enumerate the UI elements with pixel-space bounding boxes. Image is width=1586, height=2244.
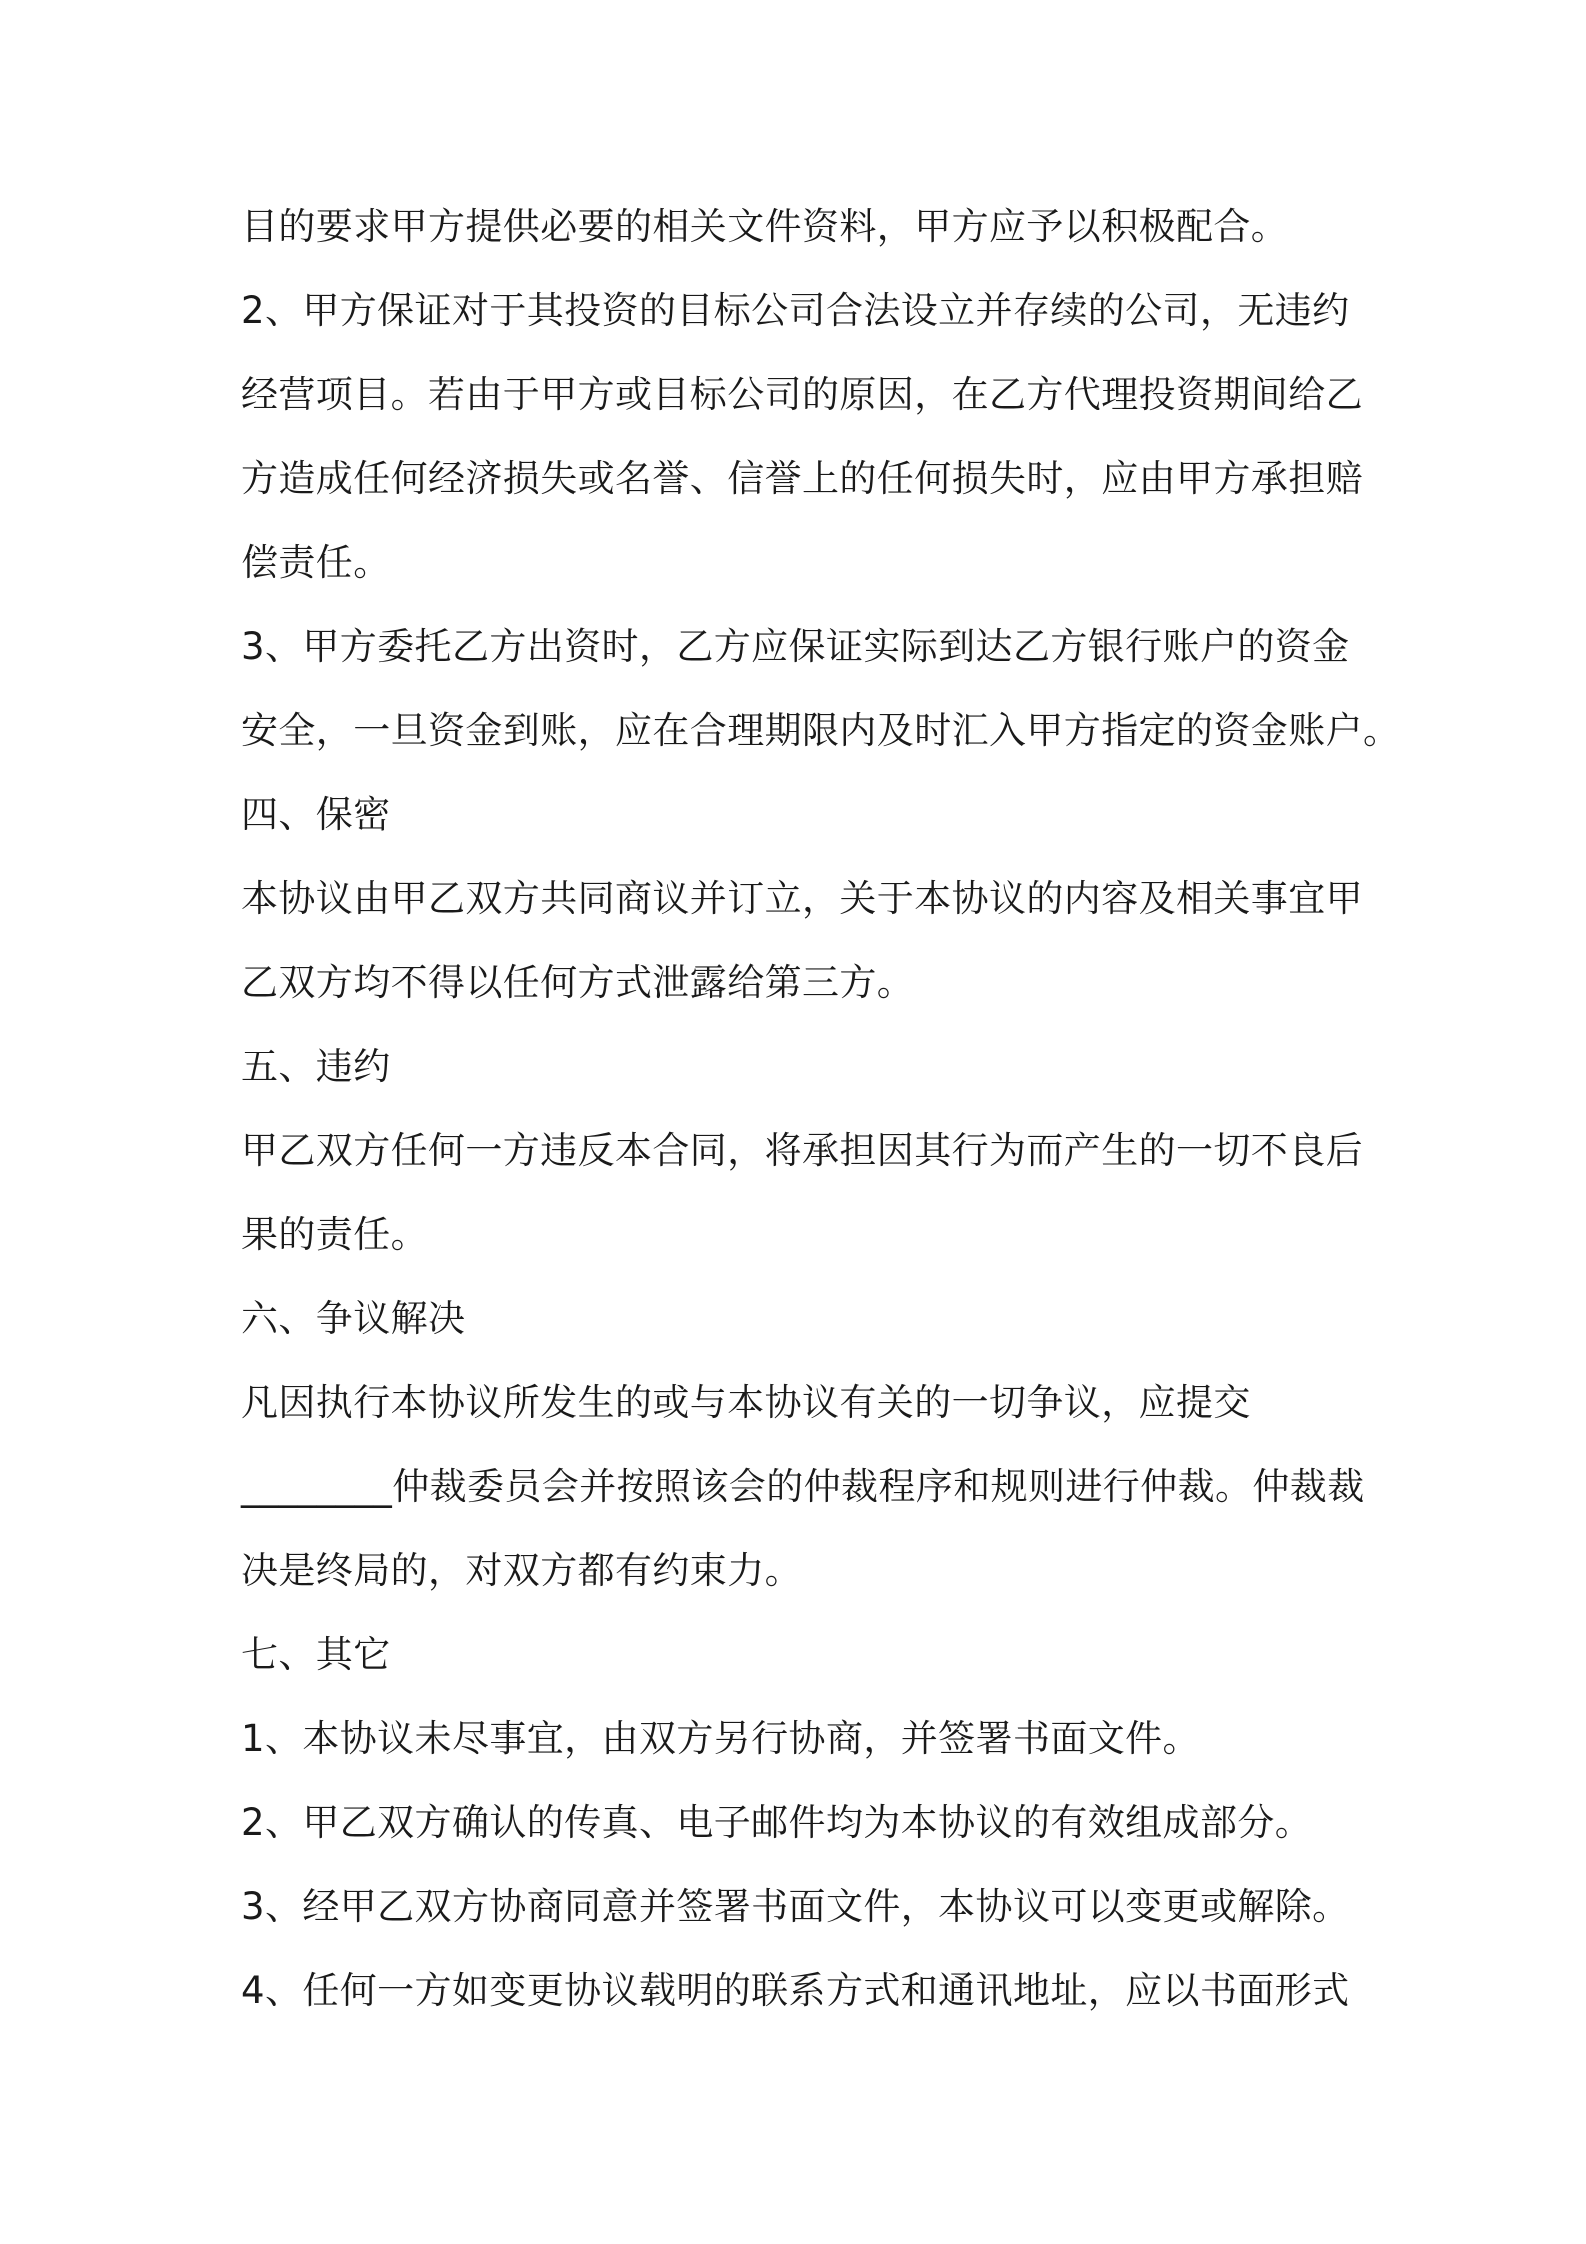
paragraph-line: 本协议由甲乙双方共同商议并订立，关于本协议的内容及相关事宜甲 bbox=[241, 877, 1363, 920]
list-item: 3、经甲乙双方协商同意并签署书面文件，本协议可以变更或解除。 bbox=[241, 1885, 1350, 1928]
paragraph-line: 目的要求甲方提供必要的相关文件资料，甲方应予以积极配合。 bbox=[241, 205, 1289, 248]
section-heading: 六、争议解决 bbox=[241, 1297, 466, 1340]
section-heading: 七、其它 bbox=[241, 1633, 391, 1676]
paragraph-line: 偿责任。 bbox=[241, 541, 391, 584]
paragraph-line: 果的责任。 bbox=[241, 1213, 428, 1256]
list-item: 2、甲乙双方确认的传真、电子邮件均为本协议的有效组成部分。 bbox=[241, 1801, 1313, 1844]
section-heading: 五、违约 bbox=[241, 1045, 391, 1088]
paragraph-line: 乙双方均不得以任何方式泄露给第三方。 bbox=[241, 961, 915, 1004]
paragraph-line: 凡因执行本协议所发生的或与本协议有关的一切争议，应提交 bbox=[241, 1381, 1251, 1424]
paragraph-line: ________仲裁委员会并按照该会的仲裁程序和规则进行仲裁。仲裁裁 bbox=[241, 1465, 1365, 1508]
paragraph-line: 决是终局的，对双方都有约束力。 bbox=[241, 1549, 802, 1592]
list-item: 1、本协议未尽事宜，由双方另行协商，并签署书面文件。 bbox=[241, 1717, 1200, 1760]
paragraph-line: 方造成任何经济损失或名誉、信誉上的任何损失时，应由甲方承担赔 bbox=[241, 457, 1363, 500]
section-heading: 四、保密 bbox=[241, 793, 391, 836]
paragraph-line: 甲乙双方任何一方违反本合同，将承担因其行为而产生的一切不良后 bbox=[241, 1129, 1363, 1172]
paragraph-line: 3、甲方委托乙方出资时，乙方应保证实际到达乙方银行账户的资金 bbox=[241, 625, 1350, 668]
paragraph-line: 2、甲方保证对于其投资的目标公司合法设立并存续的公司，无违约 bbox=[241, 289, 1350, 332]
paragraph-line: 安全，一旦资金到账，应在合理期限内及时汇入甲方指定的资金账户。 bbox=[241, 709, 1401, 752]
paragraph-line: 经营项目。若由于甲方或目标公司的原因，在乙方代理投资期间给乙 bbox=[241, 373, 1363, 416]
list-item: 4、任何一方如变更协议载明的联系方式和通讯地址，应以书面形式 bbox=[241, 1969, 1350, 2012]
